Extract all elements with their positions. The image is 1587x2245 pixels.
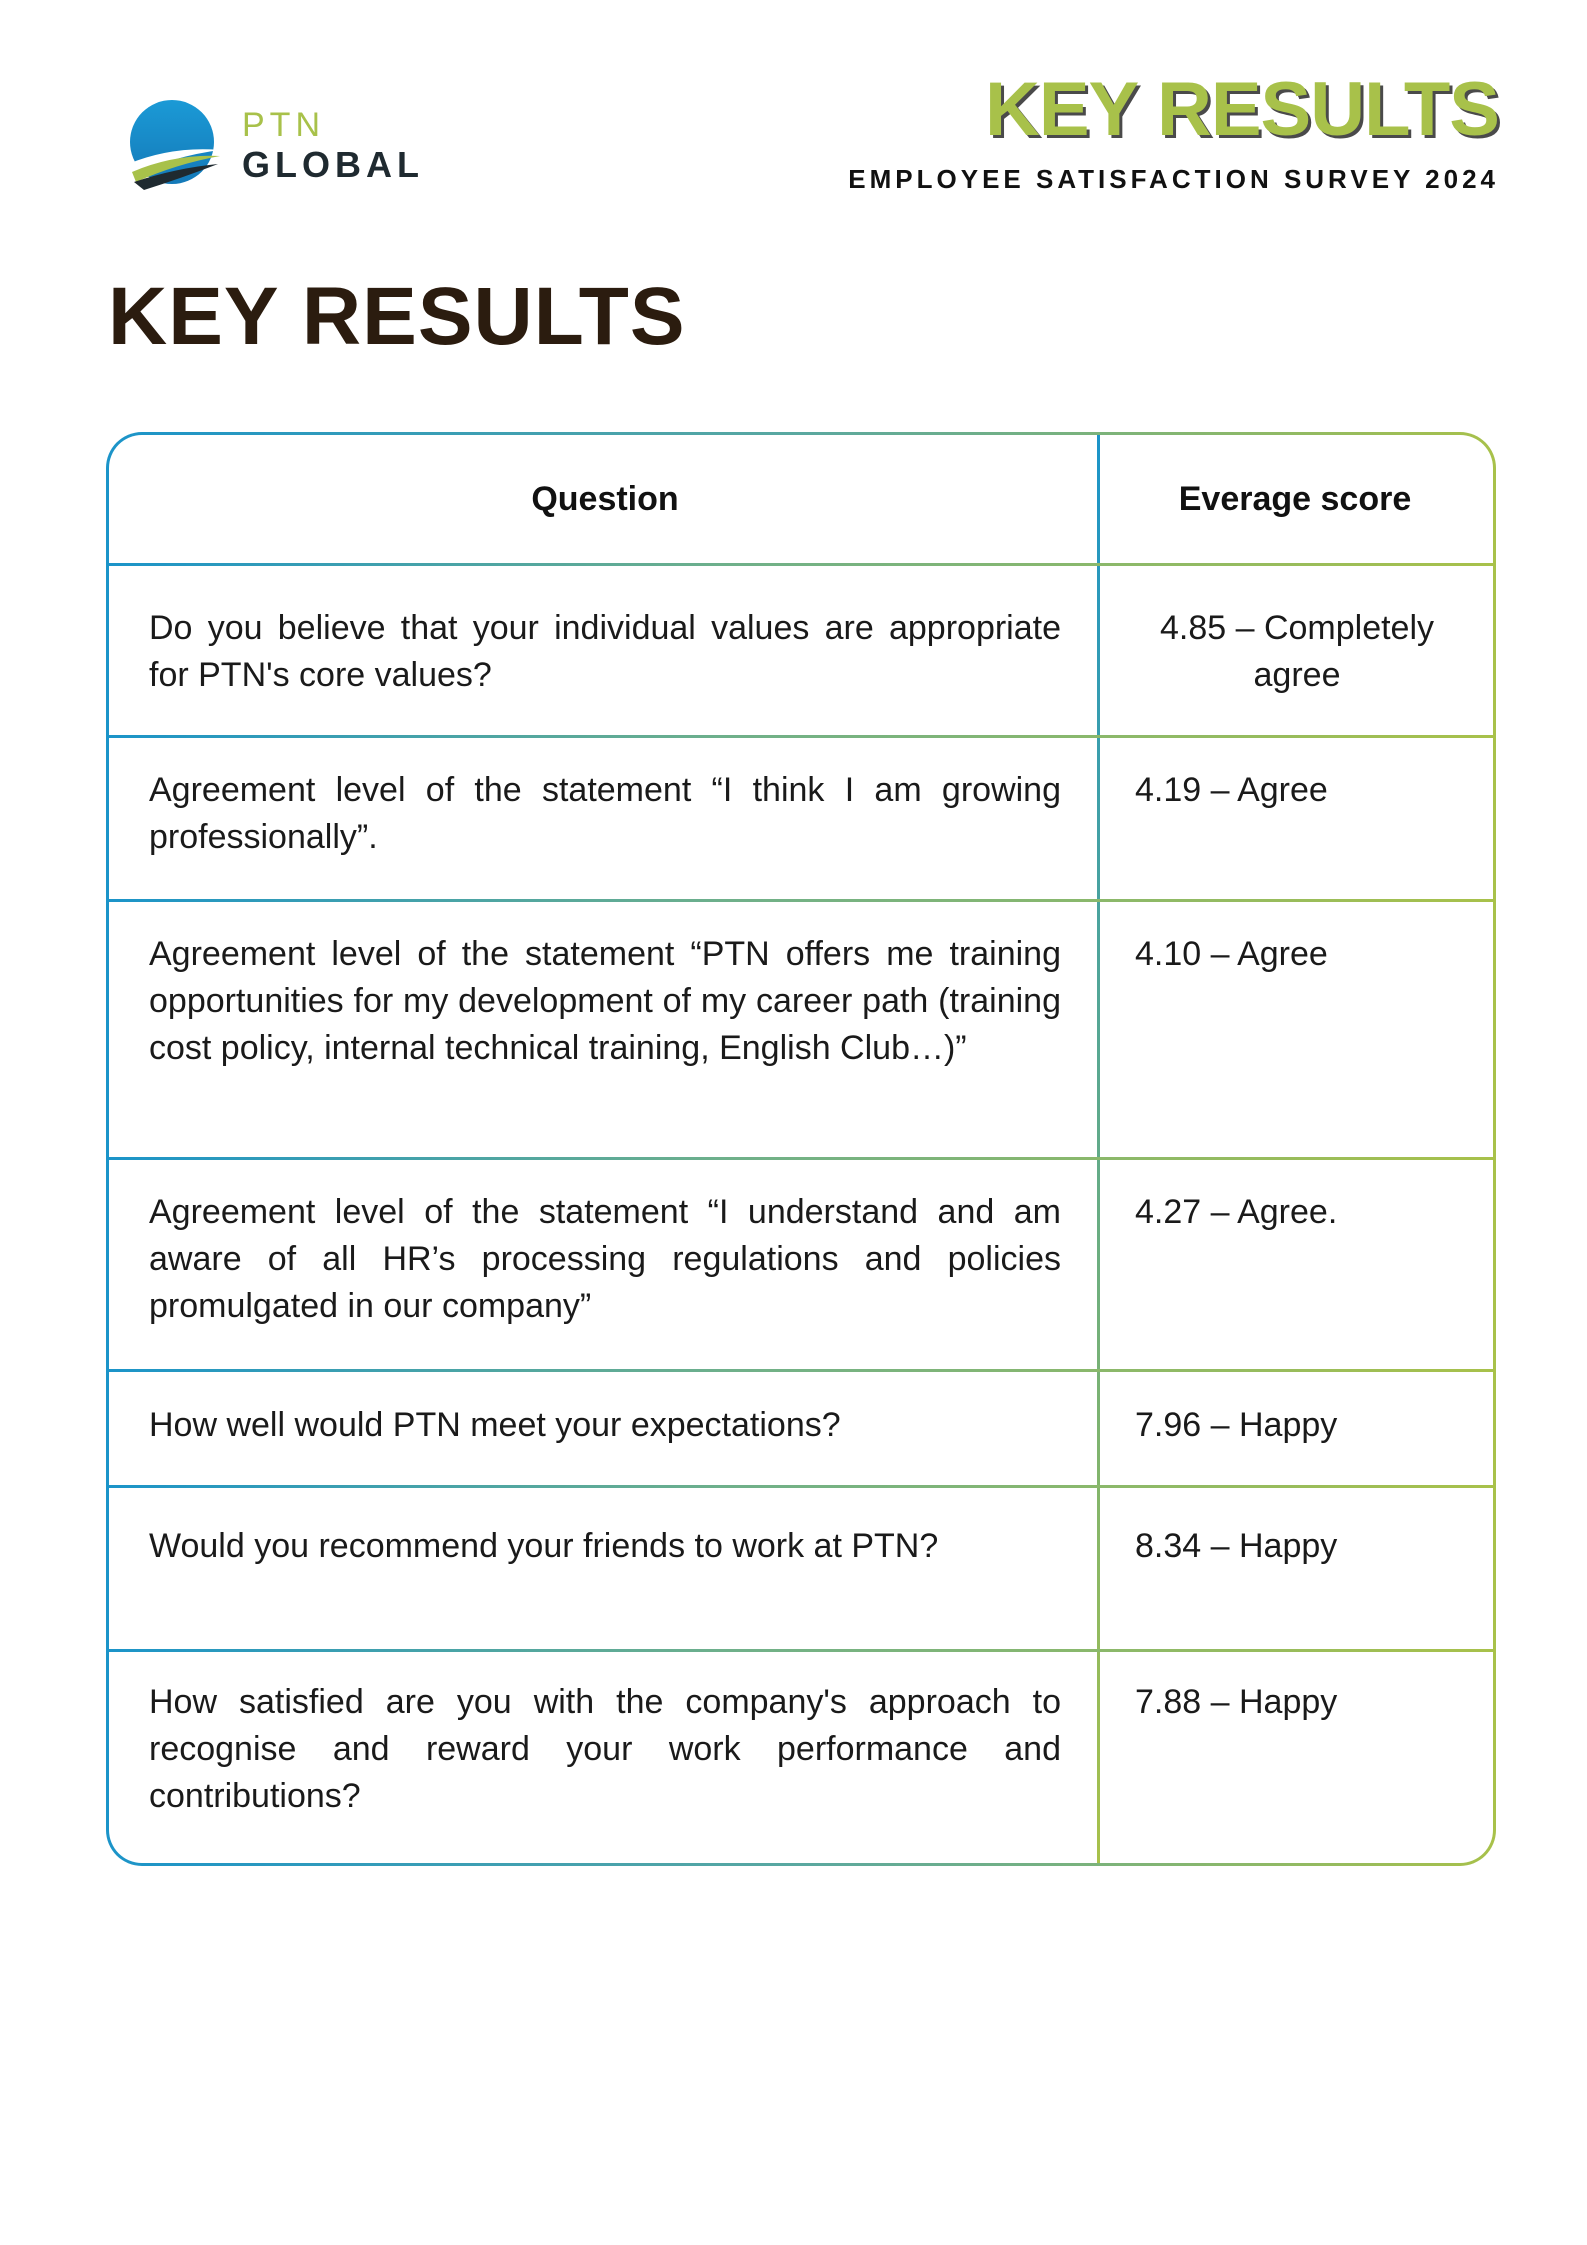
logo-global-text: GLOBAL xyxy=(242,144,424,185)
logo-ptn-text: PTN xyxy=(242,106,325,144)
score-cell: 4.10 – Agree xyxy=(1135,935,1328,973)
column-header-score: Everage score xyxy=(1178,479,1412,518)
company-logo xyxy=(124,98,444,208)
question-cell: How well would PTN meet your expectations? xyxy=(149,1406,841,1444)
table-row xyxy=(109,1157,1493,1369)
score-cell: 7.96 – Happy xyxy=(1135,1406,1338,1444)
table-row xyxy=(109,563,1493,735)
globe-icon xyxy=(124,98,224,198)
question-cell: Agreement level of the statement “I understand and am aware of all HR’s processing regulations and policies promulgated in our company” xyxy=(149,1193,1061,1325)
question-cell: How satisfied are you with the company's approach to recognise and reward your work performance and contributions? xyxy=(149,1683,1061,1815)
question-cell: Do you believe that your individual values are appropriate for PTN's core values? xyxy=(149,609,1061,694)
table-header-row xyxy=(109,435,1493,563)
score-cell: 4.85 – Completely agree xyxy=(1159,609,1435,694)
column-header-question: Question xyxy=(531,479,679,518)
score-cell: 4.27 – Agree. xyxy=(1135,1193,1338,1231)
header-subtitle: EMPLOYEE SATISFACTION SURVEY 2024 xyxy=(848,164,1499,194)
question-cell: Agreement level of the statement “PTN offers me training opportunities for my development of my career path (training cost policy, internal technical training, English Club…)” xyxy=(149,935,1061,1067)
score-cell: 4.19 – Agree xyxy=(1135,771,1328,809)
results-table xyxy=(106,432,1496,1866)
score-cell: 8.34 – Happy xyxy=(1135,1527,1338,1565)
header-title: KEY RESULTS xyxy=(984,67,1499,152)
table-row xyxy=(109,1369,1493,1485)
question-cell: Would you recommend your friends to work at PTN? xyxy=(149,1527,939,1565)
page-title: KEY RESULTS xyxy=(108,271,686,362)
table-row xyxy=(109,1485,1493,1649)
table-row xyxy=(109,1649,1493,1863)
question-cell: Agreement level of the statement “I think I am growing professionally”. xyxy=(149,771,1061,856)
table-row xyxy=(109,735,1493,899)
score-cell: 7.88 – Happy xyxy=(1135,1683,1338,1721)
table-row xyxy=(109,899,1493,1157)
